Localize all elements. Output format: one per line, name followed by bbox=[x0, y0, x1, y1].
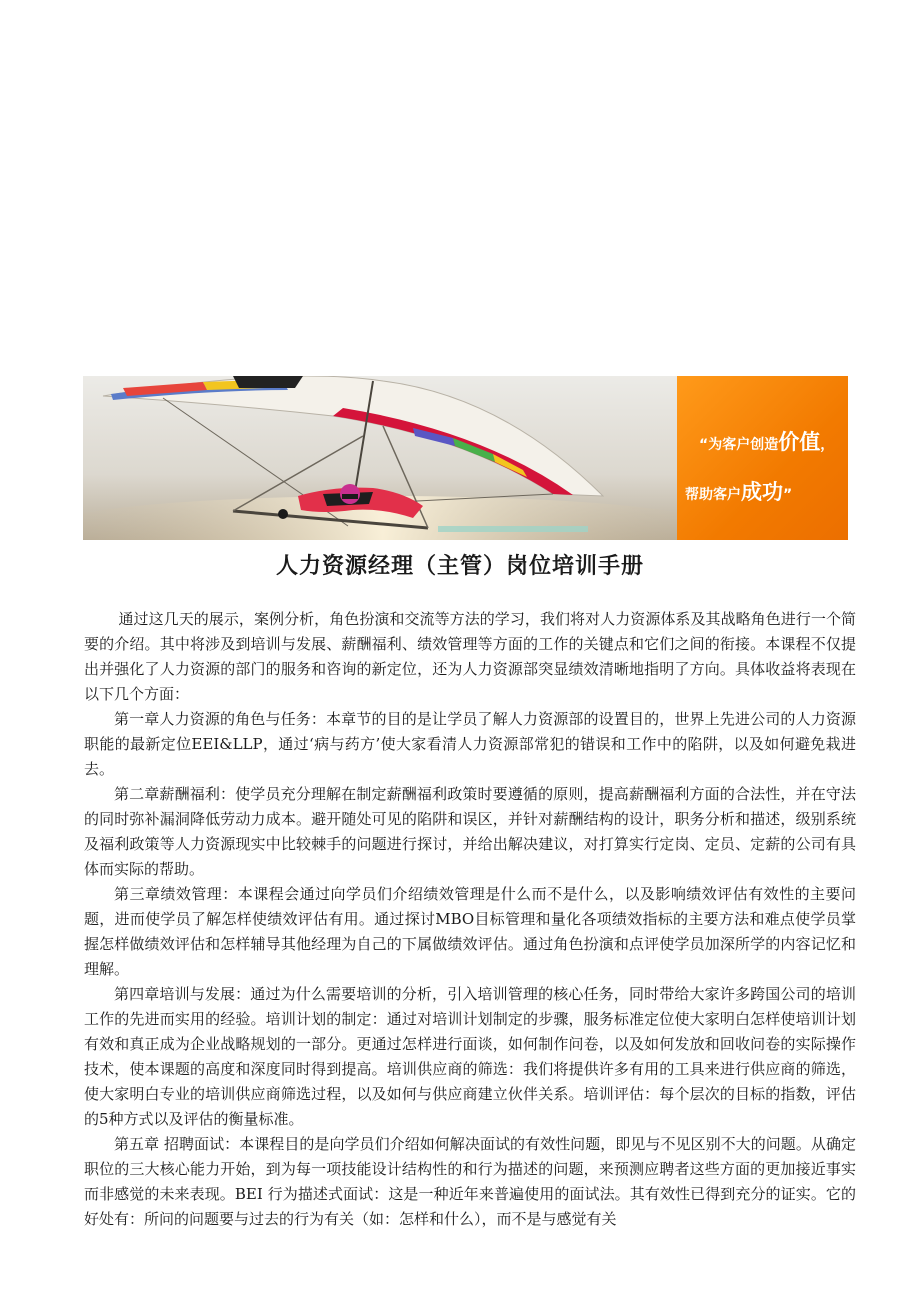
document-body bbox=[84, 607, 856, 1232]
chapter-2-paragraph: 第二章薪酬福利：使学员充分理解在制定薪酬福利政策时要遵循的原则，提高薪酬福利方面的合法性，并在守法的同时弥补漏洞降低劳动力成本。避开随处可见的陷阱和误区，并针对薪酬结构的设计，职务分析和描述，级别系统及福利政策等人力资源现实中比较棘手的问题进行探讨，并给出解决建议，对打算实行定岗、定员、定薪的公司有具体而实际的帮助。 bbox=[84, 785, 856, 878]
hang-glider-illustration bbox=[83, 376, 677, 540]
chapter-4-paragraph: 第四章培训与发展：通过为什么需要培训的分析，引入培训管理的核心任务，同时带给大家许多跨国公司的培训工作的先进而实用的经验。培训计划的制定：通过对培训计划制定的步骤，服务标准定位使大家明白怎样使培训计划有效和真正成为企业战略规划的一部分。更通过怎样进行面谈，如何制作问卷，以及如何发放和回收问卷的实际操作技术，使本课题的高度和深度同时得到提高。培训供应商的筛选：我们将提供许多有用的工具来进行供应商的筛选，使大家明白专业的培训供应商筛选过程，以及如何与供应商建立伙伴关系。培训评估：每个层次的目标的指数，评估的5种方式以及评估的衡量标准。 bbox=[84, 985, 856, 1128]
intro-paragraph: 通过这几天的展示，案例分析，角色扮演和交流等方法的学习，我们将对人力资源体系及其战略角色进行一个简要的介绍。其中将涉及到培训与发展、薪酬福利、绩效管理等方面的工作的关键点和它们之间的衔接。本课程不仅提出并强化了人力资源的部门的服务和咨询的新定位，还为人力资源部突显绩效清晰地指明了方向。具体收益将表现在以下几个方面： bbox=[84, 610, 856, 703]
slogan-line-1-emphasis: 价值 bbox=[778, 430, 821, 454]
hang-glider-photo bbox=[83, 376, 677, 540]
slogan-panel bbox=[677, 376, 848, 540]
slogan-line-2-emphasis: 成功 bbox=[741, 480, 783, 504]
document-title: 人力资源经理（主管）岗位培训手册 bbox=[275, 553, 644, 579]
chapter-3-paragraph: 第三章绩效管理：本课程会通过向学员们介绍绩效管理是什么而不是什么，以及影响绩效评估有效性的主要问题，进而使学员了解怎样使绩效评估有用。通过探讨MBO目标管理和量化各项绩效指标的主要方法和难点使学员掌握怎样做绩效评估和怎样辅导其他经理为自己的下属做绩效评估。通过角色扮演和点评使学员加深所学的内容记忆和理解。 bbox=[84, 885, 856, 978]
chapter-1-paragraph: 第一章人力资源的角色与任务：本章节的目的是让学员了解人力资源部的设置目的，世界上先进公司的人力资源职能的最新定位EEI&LLP，通过‘病与药方’使大家看清人力资源部常犯的错误和工作中的陷阱，以及如何避免栽进去。 bbox=[84, 710, 856, 778]
slogan-line-1-prefix: “为客户创造 bbox=[699, 437, 779, 453]
slogan-line-2 bbox=[685, 476, 792, 506]
slogan-line-2-prefix: 帮助客户 bbox=[685, 487, 741, 503]
header-banner bbox=[83, 376, 848, 540]
slogan-line-1 bbox=[699, 426, 834, 456]
slogan-line-2-suffix: ” bbox=[783, 487, 793, 503]
slogan-line-1-suffix: ， bbox=[820, 437, 835, 453]
chapter-5-paragraph: 第五章 招聘面试：本课程目的是向学员们介绍如何解决面试的有效性问题，即见与不见区别不大的问题。从确定职位的三大核心能力开始，到为每一项技能设计结构性的和行为描述的问题，来预测应聘者这些方面的更加接近事实而非感觉的未来表现。BEI 行为描述式面试：这是一种近年来普遍使用的面试法。其有效性已得到充分的证实。它的好处有：所问的问题要与过去的行为有关（如：怎样和什么），而不是与感觉有关 bbox=[84, 1135, 856, 1228]
